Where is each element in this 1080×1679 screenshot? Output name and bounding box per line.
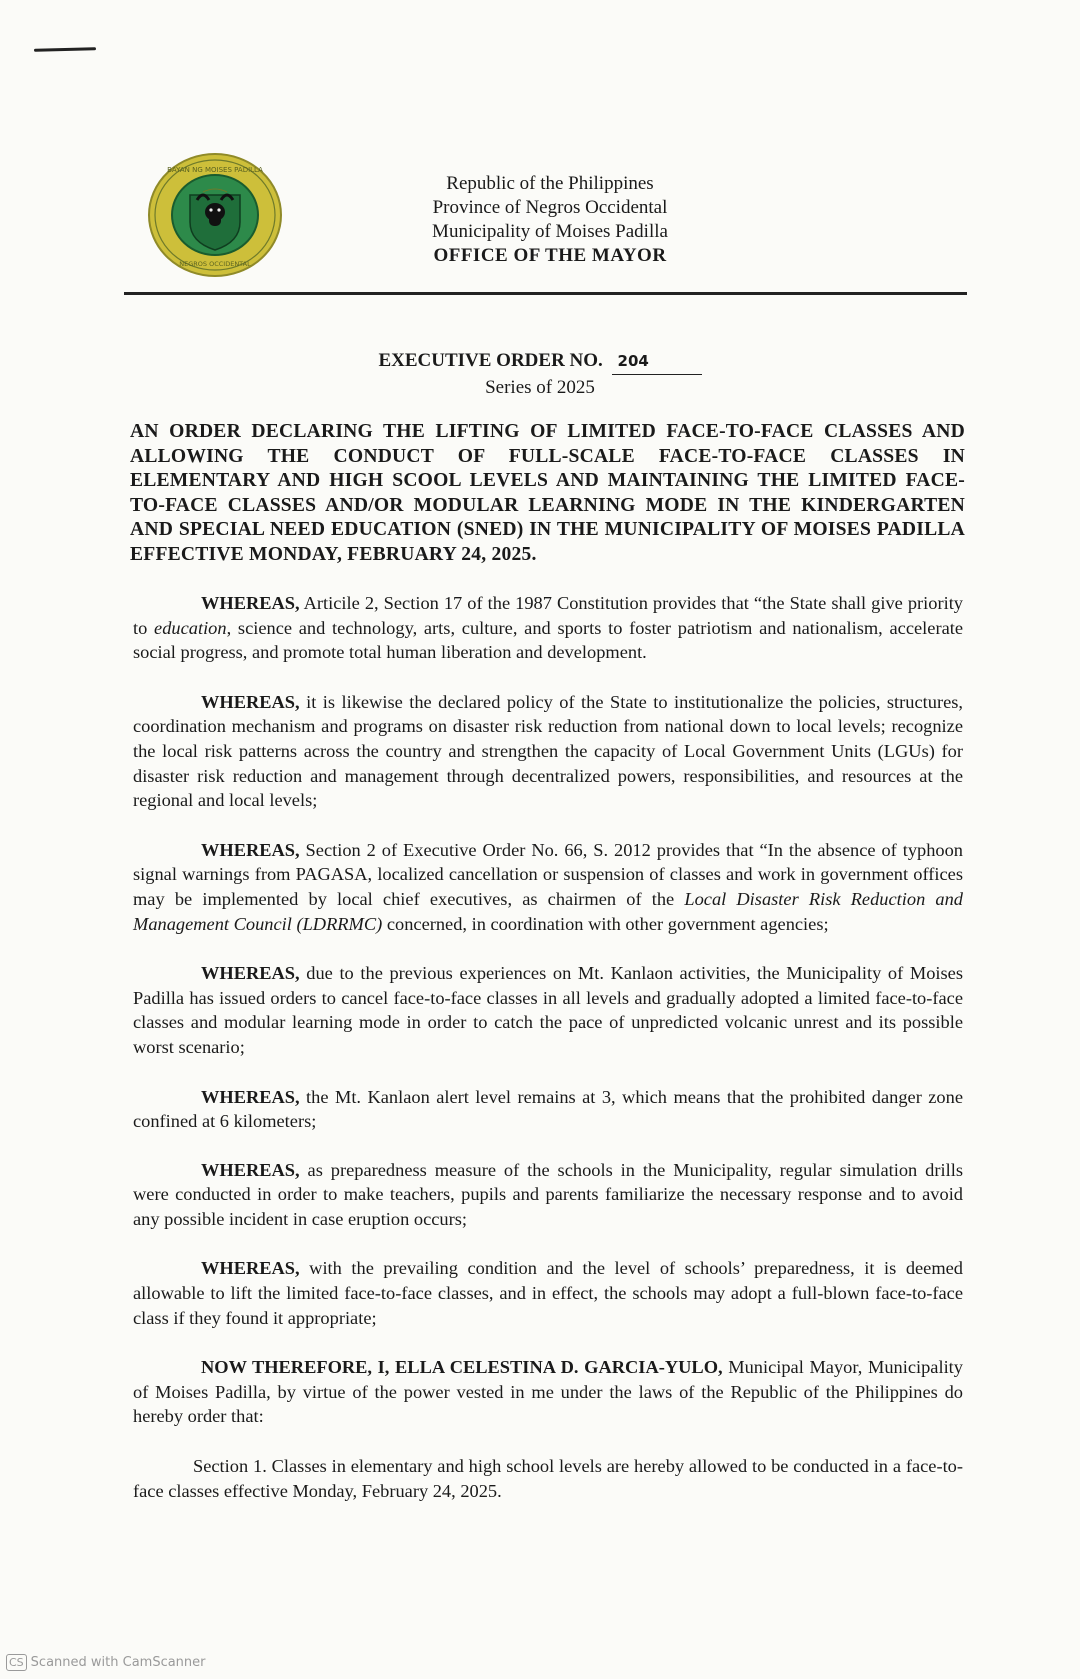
letterhead-line-municipality: Municipality of Moises Padilla <box>432 221 668 242</box>
order-title: AN ORDER DECLARING THE LIFTING OF LIMITED FACE-TO-FACE CLASSES AND ALLOWING THE CONDUCT OF FULL-SCALE FACE-TO-FACE CLASSES IN ELEMENTARY AND HIGH SCOOL LEVELS AND MAINTAINING THE LIMITED FACE-TO-FACE CLASSES AND/OR MODULAR LEARNING MODE IN THE KINDERGARTEN AND SPECIAL NEED EDUCATION (SNED) IN THE MUNICIPALITY OF MOISES PADILLA EFFECTIVE MONDAY, FEBRUARY 24, 2025. <box>130 421 965 565</box>
now-therefore-lead: NOW THEREFORE, I, ELLA CELESTINA D. GARCIA-YULO, <box>201 1357 723 1378</box>
whereas-emphasis: Local Disaster Risk Reduction and Management Council (LDRRMC) <box>133 888 964 934</box>
whereas-lead: WHEREAS, <box>201 1086 300 1107</box>
whereas-lead: WHEREAS, <box>201 839 300 860</box>
whereas-lead: WHEREAS, <box>201 1159 300 1180</box>
whereas-paragraph <box>133 1158 963 1232</box>
svg-text:BAYAN NG MOISES PADILLA: BAYAN NG MOISES PADILLA <box>167 166 263 174</box>
eo-number: 204 <box>612 349 702 375</box>
whereas-text: concerned, in coordination with other government agencies; <box>382 913 829 934</box>
svg-text:NEGROS OCCIDENTAL: NEGROS OCCIDENTAL <box>179 260 251 268</box>
eo-label: EXECUTIVE ORDER NO. <box>378 350 603 371</box>
whereas-text: Articile 2, Section 17 of the 1987 Constitution provides that “the State shall give priority to <box>133 593 963 638</box>
whereas-lead: WHEREAS, <box>201 593 300 613</box>
whereas-paragraph <box>133 961 963 1059</box>
whereas-paragraph <box>133 690 963 813</box>
camscanner-logo-icon: CS <box>6 1654 27 1671</box>
header-divider <box>124 292 967 295</box>
letterhead-line-republic: Republic of the Philippines <box>446 173 654 194</box>
whereas-paragraph <box>133 1256 963 1330</box>
camscanner-text: Scanned with CamScanner <box>30 1655 206 1670</box>
document-body <box>133 591 963 1528</box>
camscanner-watermark <box>6 1654 206 1671</box>
whereas-text: as preparedness measure of the schools in the Municipality, regular simulation drills were conducted in order to make teachers, pupils and parents familiarize the necessary response and to avoid any possible incident in case eruption occurs; <box>133 1159 963 1229</box>
letterhead-office: OFFICE OF THE MAYOR <box>433 245 667 266</box>
eo-series: Series of 2025 <box>485 377 595 398</box>
whereas-text: Section 2 of Executive Order No. 66, S. 2012 provides that “In the absence of typhoon signal warnings from PAGASA, localized cancellation or suspension of classes and work in government offices may be implemented by local chief executives, as chairmen of the <box>133 839 963 909</box>
whereas-paragraph <box>133 1085 963 1134</box>
now-therefore-text: Municipal Mayor, Municipality of Moises Padilla, by virtue of the power vested in me under the laws of the Republic of the Philippines do hereby order that: <box>133 1357 963 1427</box>
whereas-lead: WHEREAS, <box>201 1258 300 1279</box>
whereas-text: the Mt. Kanlaon alert level remains at 3, which means that the prohibited danger zone confined at 6 kilometers; <box>133 1086 963 1132</box>
whereas-text: it is likewise the declared policy of the State to institutionalize the policies, structures, coordination mechanism and programs on disaster risk reduction from national down to local levels; recognize the local risk patterns across the country and strengthen the capacity of Local Government Units (LGUs) for disaster risk reduction and management through decentralized powers, responsibilities, and resources at the regional and local levels; <box>133 691 963 811</box>
whereas-text: , science and technology, arts, culture, and sports to foster patriotism and nationalism, accelerate social progress, and promote total human liberation and development. <box>133 617 963 663</box>
municipal-seal-icon <box>145 150 285 280</box>
scan-pen-mark <box>34 47 96 52</box>
now-therefore-paragraph <box>133 1355 963 1429</box>
section-1-paragraph: Section 1. Classes in elementary and high school levels are hereby allowed to be conducted in a face-to-face classes effective Monday, February 24, 2025. <box>133 1456 963 1501</box>
whereas-paragraph <box>133 838 963 936</box>
whereas-emphasis: education <box>154 617 227 638</box>
letterhead-line-province: Province of Negros Occidental <box>432 197 668 218</box>
executive-order-heading <box>0 348 1080 400</box>
whereas-lead: WHEREAS, <box>201 963 300 984</box>
whereas-text: due to the previous experiences on Mt. Kanlaon activities, the Municipality of Moises Padilla has issued orders to cancel face-to-face classes in all levels and gradually adopted a limited face-to-face classes and modular learning mode in order to catch the pace of unpredicted volcanic unrest and its possible worst scenario; <box>133 963 963 1057</box>
whereas-paragraph <box>133 591 963 665</box>
letterhead <box>400 172 700 268</box>
whereas-lead: WHEREAS, <box>201 691 300 712</box>
whereas-text: with the prevailing condition and the level of schools’ preparedness, it is deemed allowable to lift the limited face-to-face classes, and in effect, the schools may adopt a full-blown face-to-face class if they found it appropriate; <box>133 1258 963 1328</box>
